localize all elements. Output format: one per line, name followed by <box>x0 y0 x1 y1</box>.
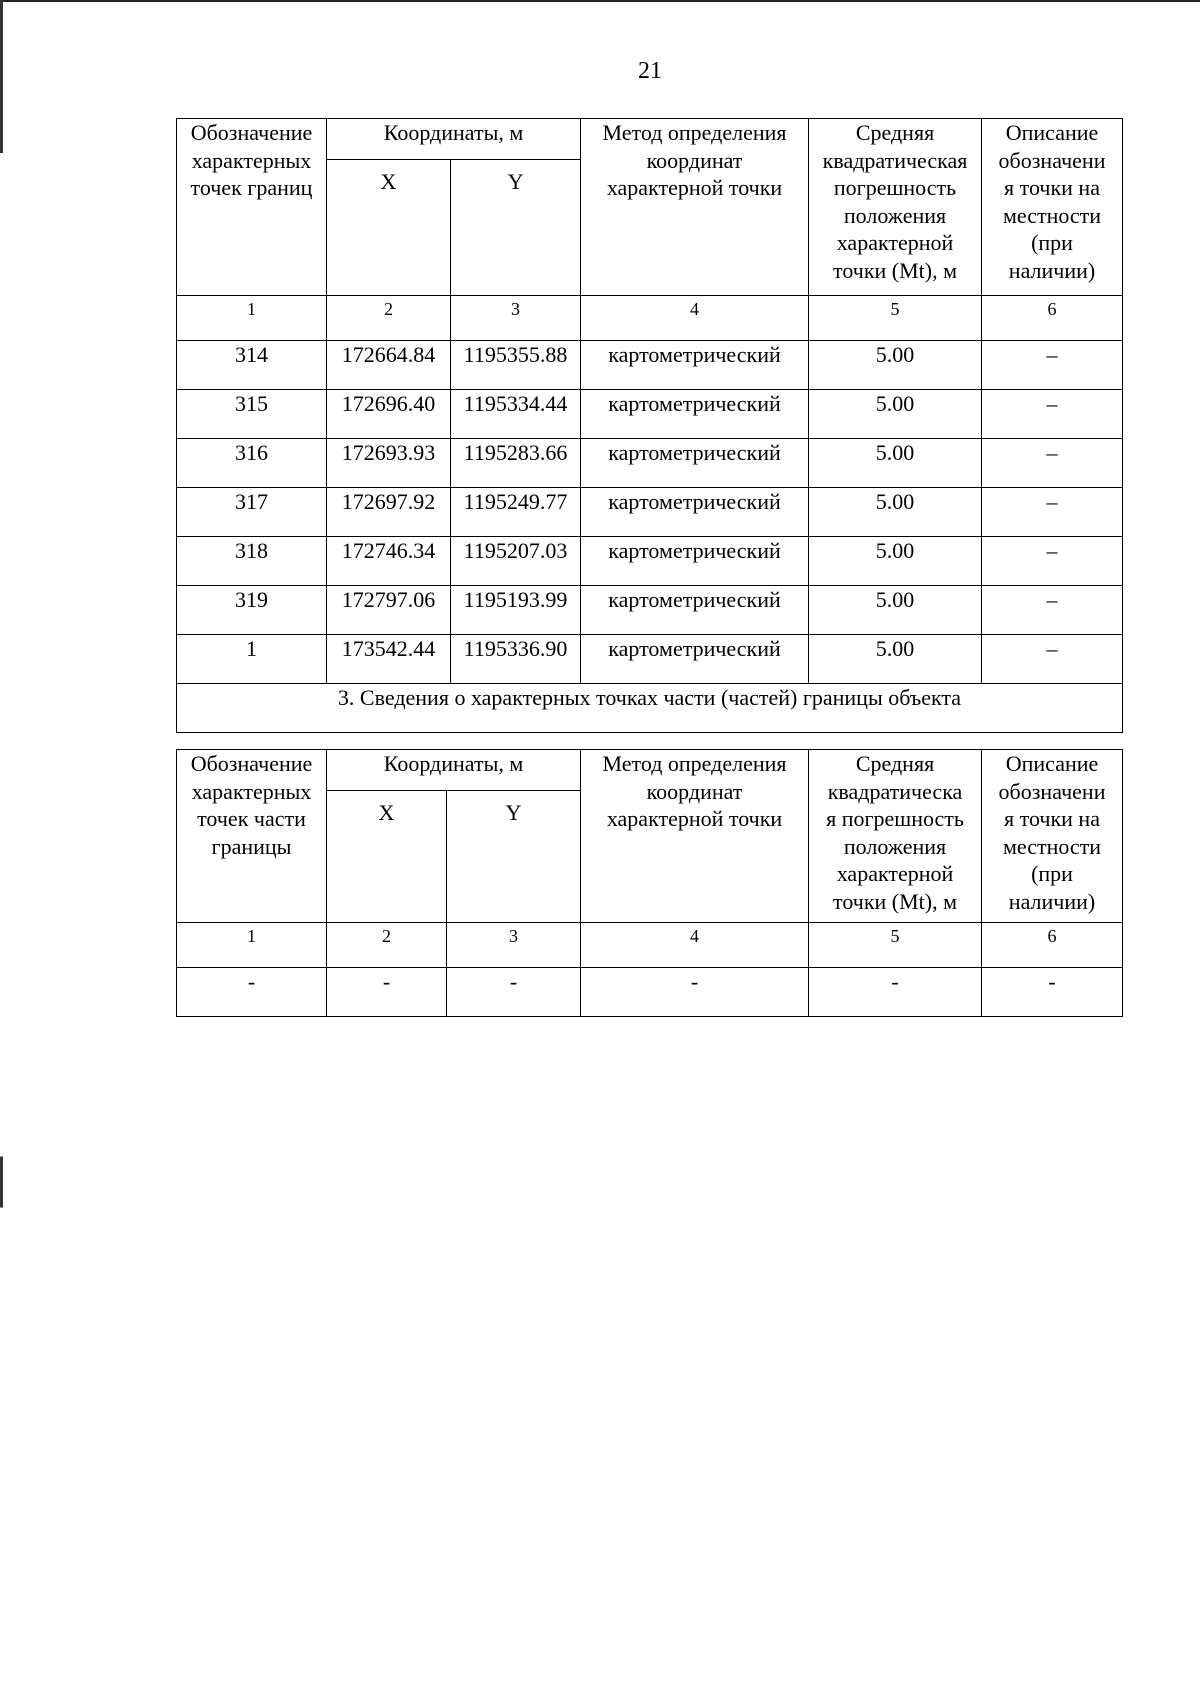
header-y: Y <box>451 160 581 296</box>
cell-y: - <box>447 968 581 1017</box>
column-number: 1 <box>177 923 327 968</box>
cell-point: 315 <box>177 390 327 439</box>
cell-error: 5.00 <box>809 439 982 488</box>
column-number: 6 <box>982 923 1123 968</box>
cell-y: 1195207.03 <box>451 537 581 586</box>
table-row <box>177 488 1123 537</box>
table-row <box>177 537 1123 586</box>
cell-error: 5.00 <box>809 488 982 537</box>
boundary-part-points-table <box>176 749 1123 1017</box>
section-title-row <box>177 684 1123 733</box>
column-number: 3 <box>451 296 581 341</box>
column-number: 1 <box>177 296 327 341</box>
header-point-designation: Обозначение характерных точек границ <box>177 119 327 296</box>
cell-x: 172697.92 <box>327 488 451 537</box>
cell-error: 5.00 <box>809 586 982 635</box>
column-number: 4 <box>581 923 809 968</box>
cell-description: – <box>982 439 1123 488</box>
cell-point: - <box>177 968 327 1017</box>
cell-point: 319 <box>177 586 327 635</box>
header-coordinates: Координаты, м <box>327 119 581 160</box>
cell-method: картометрический <box>581 439 809 488</box>
cell-y: 1195283.66 <box>451 439 581 488</box>
column-number: 5 <box>809 923 982 968</box>
cell-x: - <box>327 968 447 1017</box>
cell-y: 1195355.88 <box>451 341 581 390</box>
cell-error: 5.00 <box>809 635 982 684</box>
header-coordinates: Координаты, м <box>327 750 581 791</box>
cell-method: - <box>581 968 809 1017</box>
cell-error: 5.00 <box>809 390 982 439</box>
cell-point: 316 <box>177 439 327 488</box>
column-number: 2 <box>327 296 451 341</box>
cell-y: 1195193.99 <box>451 586 581 635</box>
column-number: 3 <box>447 923 581 968</box>
cell-x: 172693.93 <box>327 439 451 488</box>
column-number: 5 <box>809 296 982 341</box>
cell-description: – <box>982 341 1123 390</box>
cell-method: картометрический <box>581 390 809 439</box>
cell-point: 314 <box>177 341 327 390</box>
header-error: Средняя квадратическая погрешность положения характерной точки (Mt), м <box>809 119 982 296</box>
cell-method: картометрический <box>581 586 809 635</box>
table-row <box>177 390 1123 439</box>
cell-method: картометрический <box>581 341 809 390</box>
table-row <box>177 341 1123 390</box>
table-header-row <box>177 119 1123 160</box>
cell-error: 5.00 <box>809 341 982 390</box>
cell-x: 172797.06 <box>327 586 451 635</box>
header-point-designation: Обозначение характерных точек части границы <box>177 750 327 923</box>
cell-y: 1195336.90 <box>451 635 581 684</box>
cell-x: 172664.84 <box>327 341 451 390</box>
header-description: Описание обозначени я точки на местности (при наличии) <box>982 750 1123 923</box>
cell-point: 318 <box>177 537 327 586</box>
header-x: X <box>327 160 451 296</box>
cell-y: 1195249.77 <box>451 488 581 537</box>
cell-x: 173542.44 <box>327 635 451 684</box>
cell-description: – <box>982 635 1123 684</box>
header-method: Метод определения координат характерной точки <box>581 750 809 923</box>
cell-x: 172696.40 <box>327 390 451 439</box>
boundary-points-table <box>176 118 1123 733</box>
cell-description: – <box>982 537 1123 586</box>
scan-edge-top <box>0 0 1200 2</box>
cell-error: 5.00 <box>809 537 982 586</box>
table-row <box>177 586 1123 635</box>
table-row <box>177 635 1123 684</box>
table-header-row <box>177 750 1123 791</box>
header-error: Средняя квадратическа я погрешность положения характерной точки (Mt), м <box>809 750 982 923</box>
cell-description: – <box>982 390 1123 439</box>
cell-method: картометрический <box>581 488 809 537</box>
column-number-row <box>177 923 1123 968</box>
scan-edge-left <box>0 0 3 1701</box>
page-number: 21 <box>638 58 662 84</box>
header-y: Y <box>447 791 581 923</box>
cell-method: картометрический <box>581 537 809 586</box>
header-method: Метод определения координат характерной точки <box>581 119 809 296</box>
column-number-row <box>177 296 1123 341</box>
column-number: 6 <box>982 296 1123 341</box>
cell-point: 1 <box>177 635 327 684</box>
section-title: 3. Сведения о характерных точках части (частей) границы объекта <box>177 684 1123 733</box>
header-x: X <box>327 791 447 923</box>
header-description: Описание обозначени я точки на местности (при наличии) <box>982 119 1123 296</box>
cell-y: 1195334.44 <box>451 390 581 439</box>
table-row <box>177 968 1123 1017</box>
cell-description: – <box>982 586 1123 635</box>
cell-x: 172746.34 <box>327 537 451 586</box>
column-number: 2 <box>327 923 447 968</box>
cell-description: – <box>982 488 1123 537</box>
cell-description: - <box>982 968 1123 1017</box>
cell-method: картометрический <box>581 635 809 684</box>
table-row <box>177 439 1123 488</box>
cell-error: - <box>809 968 982 1017</box>
cell-point: 317 <box>177 488 327 537</box>
column-number: 4 <box>581 296 809 341</box>
